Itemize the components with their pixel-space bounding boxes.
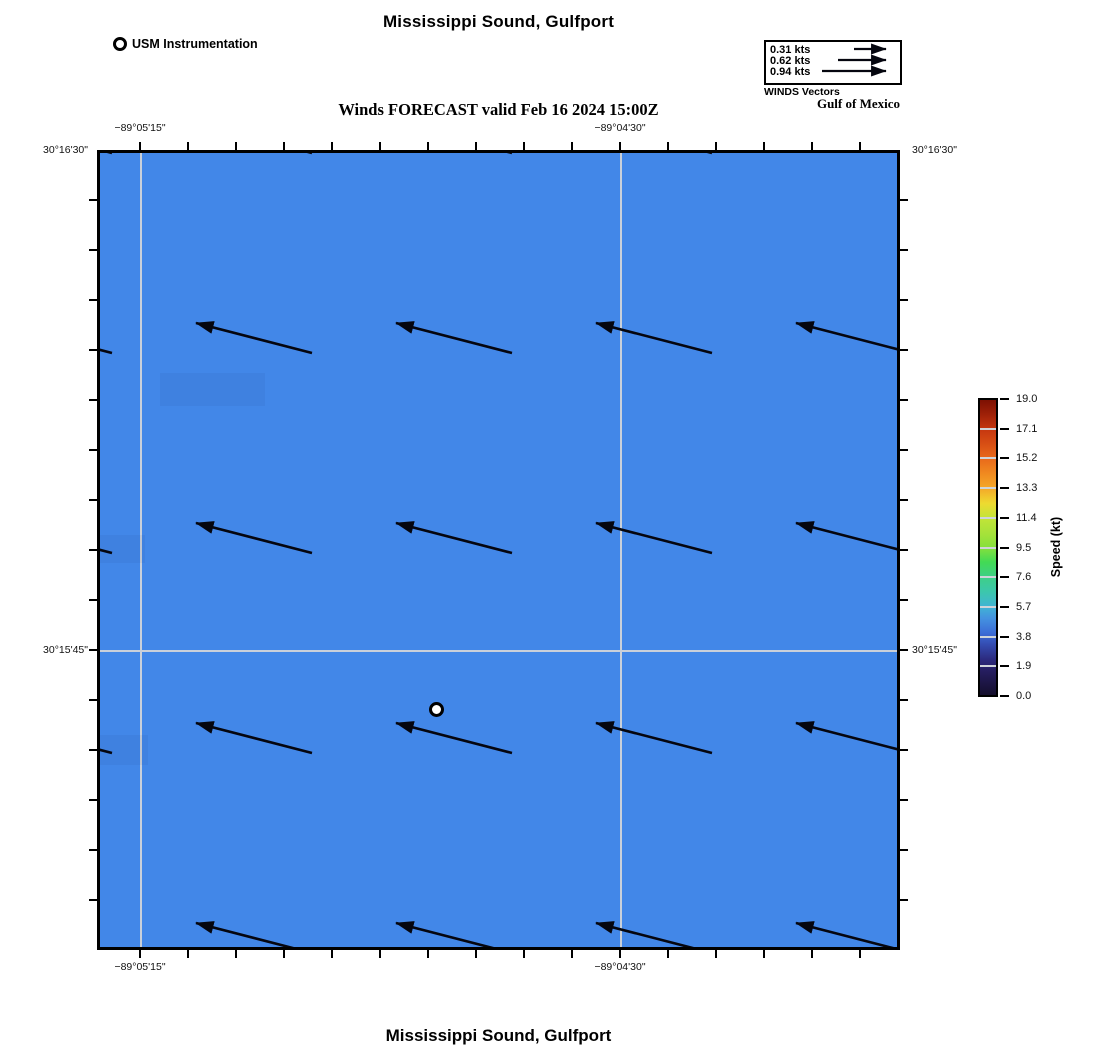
footer-title: Mississippi Sound, Gulfport [385,1026,612,1045]
x-axis-tick [811,950,813,958]
y-axis-tick [900,799,908,801]
x-axis-tick [715,142,717,150]
speed-colorbar [978,398,998,697]
colorbar-gridline [980,636,996,638]
y-axis-tick [900,499,908,501]
colorbar-tick-label: 19.0 [1016,393,1038,405]
colorbar-gridline [980,665,996,667]
x-axis-tick [427,142,429,150]
wind-arrow [396,723,512,753]
wind-arrow [596,923,712,947]
colorbar-tick [1000,547,1009,549]
colorbar-tick [1000,517,1009,519]
y-axis-tick [89,499,97,501]
colorbar-gridline [980,517,996,519]
region-label: Gulf of Mexico [816,96,900,111]
colorbar-tick-label: 9.5 [1016,542,1032,554]
y-axis-tick [89,199,97,201]
colorbar-tick [1000,695,1009,697]
vector-scale-legend [764,40,902,85]
colorbar-tick-label: 0.0 [1016,690,1032,702]
colorbar-tick-label: 7.6 [1016,571,1032,583]
colorbar-tick [1000,636,1009,638]
colorbar-tick [1000,457,1009,459]
x-axis-tick [763,950,765,958]
vector-scale-entry: 0.31 kts [770,44,811,56]
y-axis-label-left: 30°16'30" [43,144,88,156]
wind-arrow [596,323,712,353]
wind-vector-field [100,153,897,947]
x-axis-tick [235,142,237,150]
wind-arrow [396,523,512,553]
colorbar-tick-label: 11.4 [1016,512,1037,524]
y-axis-tick [89,449,97,451]
colorbar-gridline [980,576,996,578]
x-axis-tick [235,950,237,958]
station-legend [113,37,258,51]
y-axis-tick [900,299,908,301]
wind-arrow [796,723,897,753]
y-axis-tick [900,249,908,251]
x-axis-tick [475,142,477,150]
colorbar-tick [1000,576,1009,578]
vector-scale-entry: 0.94 kts [770,66,811,78]
x-axis-tick [859,950,861,958]
x-axis-tick [571,142,573,150]
x-axis-tick [187,142,189,150]
x-axis-tick [667,142,669,150]
wind-arrow [196,723,312,753]
y-axis-tick [900,349,908,351]
wind-arrow [196,923,312,947]
colorbar-tick [1000,665,1009,667]
y-axis-tick [89,699,97,701]
colorbar-tick [1000,428,1009,430]
wind-arrow [196,523,312,553]
station-legend-label: USM Instrumentation [132,37,258,51]
y-axis-tick [900,399,908,401]
colorbar-tick [1000,606,1009,608]
colorbar-title: Speed (kt) [1049,516,1063,578]
y-axis-tick [900,899,908,901]
x-axis-tick [619,142,621,150]
x-axis-tick [379,142,381,150]
y-axis-tick [89,599,97,601]
x-axis-tick [331,142,333,150]
y-axis-tick [900,699,908,701]
page-title: Mississippi Sound, Gulfport [382,12,615,31]
y-axis-tick [900,849,908,851]
wind-arrow [796,523,897,553]
colorbar-tick-label: 17.1 [1016,423,1038,435]
x-axis-label-top: −89°04'30" [594,122,646,134]
y-axis-tick [900,199,908,201]
vector-scale-arrows [766,42,895,78]
wind-arrow [796,323,897,353]
y-axis-tick [900,649,908,651]
colorbar-tick-label: 15.2 [1016,452,1038,464]
wind-arrow [396,323,512,353]
x-axis-tick [139,950,141,958]
y-axis-tick [900,449,908,451]
x-axis-tick [619,950,621,958]
wind-arrow [100,723,112,753]
y-axis-tick [89,649,97,651]
colorbar-gridline [980,547,996,549]
y-axis-tick [900,749,908,751]
y-axis-label-right: 30°15'45" [912,644,957,656]
x-axis-label-top: −89°05'15" [114,122,166,134]
x-axis-tick [859,142,861,150]
colorbar-tick [1000,398,1009,400]
x-axis-tick [811,142,813,150]
x-axis-tick [283,142,285,150]
y-axis-tick [89,899,97,901]
map-canvas [97,150,900,950]
wind-arrow [100,323,112,353]
colorbar-gridline [980,606,996,608]
x-axis-tick [523,142,525,150]
colorbar-gridline [980,487,996,489]
y-axis-tick [89,399,97,401]
x-axis-tick [475,950,477,958]
wind-arrow [596,523,712,553]
colorbar-tick [1000,487,1009,489]
y-axis-tick [89,749,97,751]
wind-arrow [196,323,312,353]
x-axis-tick [379,950,381,958]
y-axis-tick [89,349,97,351]
colorbar-gridline [980,457,996,459]
x-axis-tick [667,950,669,958]
vector-legend-caption: WINDS Vectors [764,86,840,98]
station-marker-icon [113,37,127,51]
colorbar-tick-label: 3.8 [1016,631,1032,643]
x-axis-tick [571,950,573,958]
x-axis-tick [763,142,765,150]
y-axis-tick [900,599,908,601]
y-axis-tick [900,549,908,551]
colorbar-tick-label: 1.9 [1016,660,1032,672]
vector-scale-entry: 0.62 kts [770,55,811,67]
y-axis-tick [89,849,97,851]
x-axis-label-bottom: −89°04'30" [594,961,646,973]
wind-arrow [396,923,512,947]
y-axis-label-right: 30°16'30" [912,144,957,156]
usm-station-marker [429,702,444,717]
x-axis-tick [523,950,525,958]
y-axis-tick [89,299,97,301]
x-axis-tick [427,950,429,958]
colorbar-gridline [980,428,996,430]
x-axis-label-bottom: −89°05'15" [114,961,166,973]
wind-arrow [100,523,112,553]
y-axis-tick [89,549,97,551]
y-axis-tick [89,249,97,251]
x-axis-tick [283,950,285,958]
colorbar-tick-label: 13.3 [1016,482,1038,494]
x-axis-tick [139,142,141,150]
x-axis-tick [187,950,189,958]
x-axis-tick [331,950,333,958]
forecast-subtitle: Winds FORECAST valid Feb 16 2024 15:00Z [338,100,659,119]
wind-arrow [100,923,112,947]
y-axis-label-left: 30°15'45" [43,644,88,656]
colorbar-tick-label: 5.7 [1016,601,1032,613]
x-axis-tick [715,950,717,958]
wind-arrow [796,923,897,947]
wind-arrow [596,723,712,753]
y-axis-tick [89,799,97,801]
